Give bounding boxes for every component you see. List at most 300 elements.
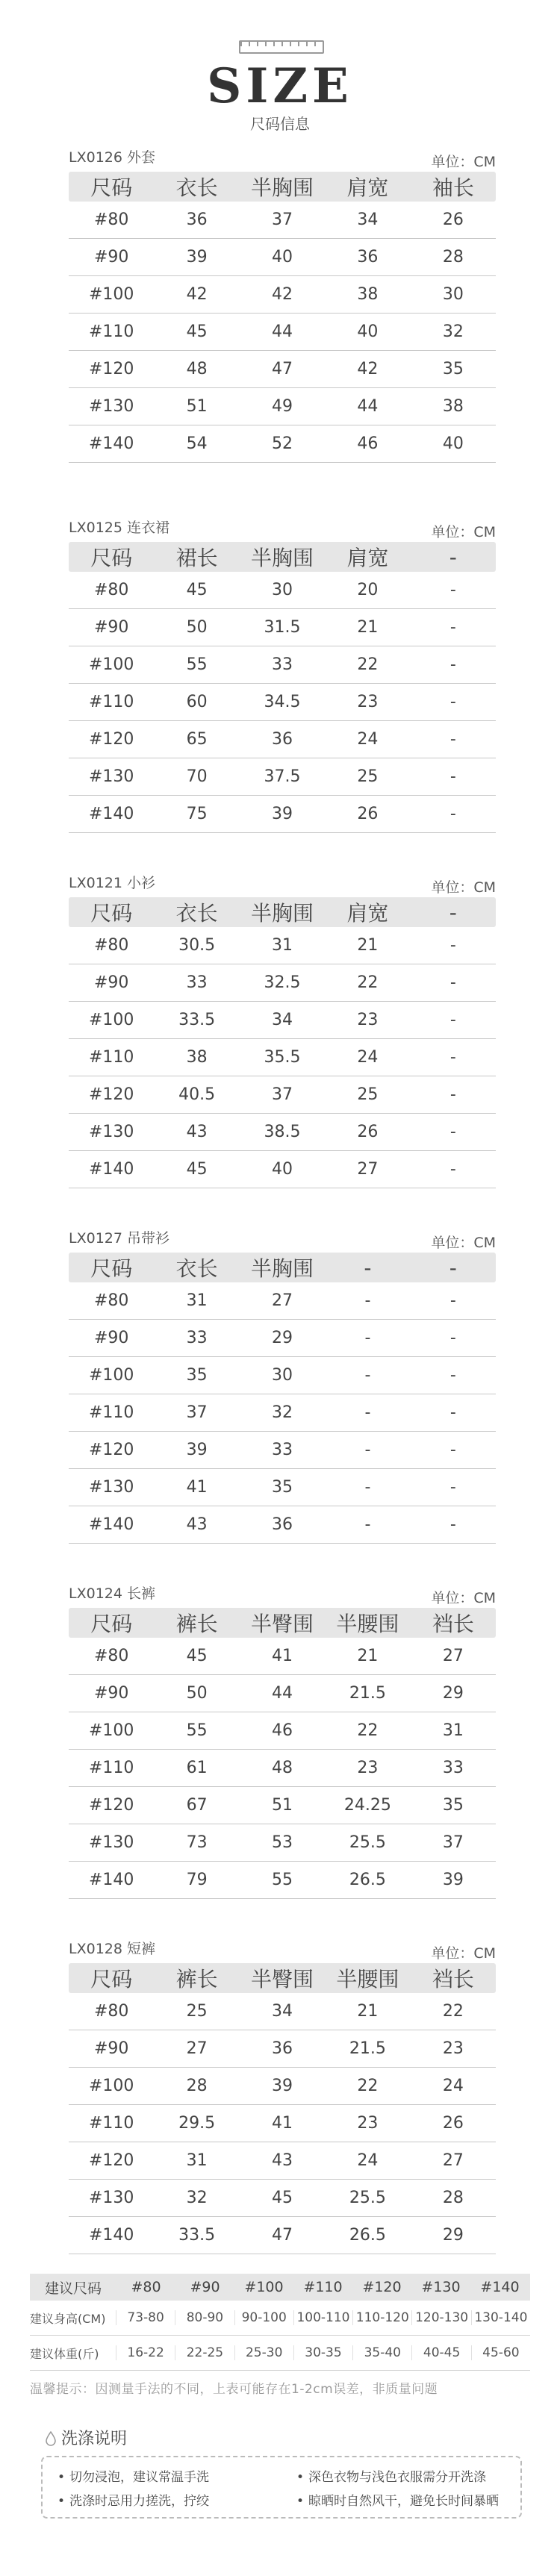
table-row bbox=[69, 425, 496, 463]
table-cell: - bbox=[449, 581, 456, 599]
table-cell: 32.5 bbox=[264, 973, 301, 992]
size-table bbox=[69, 1608, 496, 1899]
table-cell: 26 bbox=[357, 805, 379, 823]
table-cell: 36 bbox=[272, 1515, 293, 1534]
table-cell: - bbox=[449, 1329, 456, 1347]
table-cell: 26 bbox=[357, 1123, 379, 1141]
table-cell: 45 bbox=[186, 1647, 208, 1665]
table-cell: 40-45 bbox=[411, 2345, 470, 2360]
header-cell: 尺码 bbox=[90, 1967, 133, 1992]
table-row bbox=[69, 1675, 496, 1712]
header-cell: - bbox=[449, 899, 457, 925]
table-cell: 130-140 bbox=[471, 2310, 530, 2325]
table-cell: 25 bbox=[357, 767, 379, 786]
table-cell: 30 bbox=[272, 581, 293, 599]
table-cell: #120 bbox=[88, 2151, 134, 2170]
table-cell: 27 bbox=[272, 1291, 293, 1310]
header-cell: 半臀围 bbox=[251, 1612, 314, 1636]
table-cell: #130 bbox=[88, 1123, 134, 1141]
table-cell: 31.5 bbox=[264, 618, 301, 637]
table-cell: - bbox=[364, 1403, 371, 1422]
section-code: LX0128 短裤 bbox=[69, 1941, 155, 1957]
table-row bbox=[69, 1469, 496, 1506]
table-cell: 54 bbox=[186, 434, 208, 453]
table-cell: 44 bbox=[272, 322, 293, 341]
table-cell: 37 bbox=[186, 1403, 208, 1422]
table-row bbox=[69, 1151, 496, 1188]
table-cell: #120 bbox=[88, 1796, 134, 1815]
table-cell: - bbox=[364, 1329, 371, 1347]
table-cell: 41 bbox=[272, 2114, 293, 2133]
table-cell: 35 bbox=[186, 1366, 208, 1385]
header-cell: - bbox=[449, 544, 457, 570]
table-cell: 22-25 bbox=[175, 2345, 234, 2360]
table-cell: #140 bbox=[88, 1871, 134, 1889]
table-cell: 49 bbox=[272, 397, 293, 416]
unit-label: 单位：CM bbox=[431, 524, 496, 540]
table-cell: 27 bbox=[442, 2151, 464, 2170]
header-cell: #140 bbox=[480, 2279, 520, 2295]
table-cell: 35 bbox=[272, 1478, 293, 1497]
table-cell: 50 bbox=[186, 618, 208, 637]
table-cell: 22 bbox=[442, 2002, 464, 2021]
table-cell: 34 bbox=[357, 210, 379, 229]
table-cell: 22 bbox=[357, 973, 379, 992]
table-cell: 30 bbox=[272, 1366, 293, 1385]
size-section-coat bbox=[69, 146, 496, 453]
section-code: LX0124 长裤 bbox=[69, 1585, 155, 1602]
table-row bbox=[69, 2180, 496, 2217]
unit-label: 单位：CM bbox=[431, 1590, 496, 1606]
table-cell: 28 bbox=[442, 248, 464, 266]
table-cell: 34.5 bbox=[264, 693, 301, 711]
table-row bbox=[69, 927, 496, 964]
table-cell: 32 bbox=[272, 1403, 293, 1422]
table-cell: 24 bbox=[442, 2077, 464, 2095]
table-cell: 48 bbox=[186, 360, 208, 378]
table-cell: 36 bbox=[357, 248, 379, 266]
table-cell: #130 bbox=[88, 2189, 134, 2207]
section-code: LX0126 外套 bbox=[69, 149, 155, 166]
table-cell: 37 bbox=[272, 210, 293, 229]
table-row bbox=[69, 1712, 496, 1750]
header-cell: #110 bbox=[303, 2279, 343, 2295]
table-row bbox=[69, 388, 496, 425]
header-cell: 裤长 bbox=[175, 1612, 218, 1636]
table-cell: - bbox=[449, 1011, 456, 1029]
size-table bbox=[69, 897, 496, 1188]
table-cell: 35.5 bbox=[264, 1048, 301, 1067]
table-cell: #120 bbox=[88, 1441, 134, 1459]
header-cell: #90 bbox=[190, 2279, 220, 2295]
header-cell: 肩宽 bbox=[346, 901, 389, 926]
table-cell: 73-80 bbox=[116, 2310, 175, 2325]
header-cell: 衣长 bbox=[175, 1256, 218, 1281]
table-header-row bbox=[69, 1608, 496, 1638]
table-cell: 29.5 bbox=[178, 2114, 216, 2133]
wash-item: • 晾晒时自然风干，避免长时间暴晒 bbox=[296, 2490, 499, 2509]
table-cell: 45 bbox=[186, 581, 208, 599]
table-cell: 21.5 bbox=[349, 2039, 386, 2058]
table-cell: #110 bbox=[88, 1759, 134, 1777]
header-cell: #120 bbox=[362, 2279, 402, 2295]
table-header-row bbox=[69, 897, 496, 927]
header-cell: 肩宽 bbox=[346, 546, 389, 570]
table-cell: #100 bbox=[88, 655, 134, 674]
table-cell: 36 bbox=[186, 210, 208, 229]
table-row bbox=[69, 572, 496, 609]
table-cell: - bbox=[449, 1366, 456, 1385]
table-cell: - bbox=[364, 1366, 371, 1385]
table-cell: - bbox=[449, 805, 456, 823]
table-row bbox=[69, 276, 496, 314]
header-cell: 尺码 bbox=[90, 175, 133, 200]
table-cell: 75 bbox=[186, 805, 208, 823]
wash-title-text: 洗涤说明 bbox=[61, 2430, 128, 2448]
size-section-shorts bbox=[69, 1938, 496, 2245]
table-cell: 23 bbox=[442, 2039, 464, 2058]
water-drop-icon bbox=[45, 2431, 57, 2446]
header-cell: 尺码 bbox=[90, 1612, 133, 1636]
table-cell: - bbox=[449, 1291, 456, 1310]
table-row bbox=[69, 239, 496, 276]
table-cell: #80 bbox=[93, 581, 129, 599]
table-cell: #120 bbox=[88, 1085, 134, 1104]
table-cell: 52 bbox=[272, 434, 293, 453]
table-cell: 43 bbox=[186, 1515, 208, 1534]
table-cell: #130 bbox=[88, 1833, 134, 1852]
header-cell: 半腰围 bbox=[336, 1967, 399, 1992]
table-cell: 60 bbox=[186, 693, 208, 711]
table-cell: 20 bbox=[357, 581, 379, 599]
table-cell: 45-60 bbox=[471, 2345, 530, 2360]
table-cell: #130 bbox=[88, 1478, 134, 1497]
table-cell: - bbox=[449, 1123, 456, 1141]
table-cell: 42 bbox=[186, 285, 208, 304]
table-cell: #80 bbox=[93, 1291, 129, 1310]
unit-label: 单位：CM bbox=[431, 1945, 496, 1962]
table-row bbox=[69, 2105, 496, 2142]
table-cell: 24 bbox=[357, 1048, 379, 1067]
wash-instructions bbox=[41, 2456, 522, 2519]
table-cell: 73 bbox=[186, 1833, 208, 1852]
table-cell: - bbox=[449, 1160, 456, 1179]
table-row bbox=[69, 1787, 496, 1824]
table-cell: 51 bbox=[186, 397, 208, 416]
table-cell: 21 bbox=[357, 1647, 379, 1665]
table-row bbox=[69, 1114, 496, 1151]
table-cell: 51 bbox=[272, 1796, 293, 1815]
row-label: 建议体重(斤) bbox=[30, 2346, 99, 2361]
table-row bbox=[69, 1750, 496, 1787]
table-cell: 25-30 bbox=[234, 2345, 293, 2360]
header-cell: 尺码 bbox=[90, 1256, 133, 1281]
table-cell: 55 bbox=[186, 1721, 208, 1740]
section-code: LX0127 吊带衫 bbox=[69, 1230, 169, 1247]
table-row bbox=[69, 1993, 496, 2030]
table-cell: - bbox=[449, 1515, 456, 1534]
table-cell: #140 bbox=[88, 805, 134, 823]
header-cell: 尺码 bbox=[90, 901, 133, 926]
table-cell: 36 bbox=[272, 2039, 293, 2058]
table-cell: #80 bbox=[93, 1647, 129, 1665]
table-cell: 40 bbox=[272, 248, 293, 266]
table-cell: 46 bbox=[272, 1721, 293, 1740]
weight-row bbox=[30, 2336, 530, 2371]
table-row bbox=[69, 1002, 496, 1039]
table-cell: - bbox=[449, 1478, 456, 1497]
table-row bbox=[69, 796, 496, 833]
table-cell: 40 bbox=[357, 322, 379, 341]
table-cell: 33.5 bbox=[178, 2226, 216, 2245]
table-cell: 27 bbox=[186, 2039, 208, 2058]
size-table bbox=[69, 1253, 496, 1544]
table-cell: 33.5 bbox=[178, 1011, 216, 1029]
table-cell: - bbox=[449, 767, 456, 786]
table-cell: 31 bbox=[186, 1291, 208, 1310]
size-section-dress bbox=[69, 517, 496, 823]
table-cell: - bbox=[364, 1441, 371, 1459]
table-cell: 21 bbox=[357, 2002, 379, 2021]
table-cell: 120-130 bbox=[411, 2310, 470, 2325]
table-cell: 22 bbox=[357, 2077, 379, 2095]
wash-item: • 切勿浸泡，建议常温手洗 bbox=[57, 2466, 209, 2485]
table-cell: 38 bbox=[442, 397, 464, 416]
table-cell: 21 bbox=[357, 618, 379, 637]
table-cell: - bbox=[449, 973, 456, 992]
table-cell: #110 bbox=[88, 322, 134, 341]
table-cell: 29 bbox=[442, 1684, 464, 1703]
table-cell: 22 bbox=[357, 1721, 379, 1740]
table-cell: #110 bbox=[88, 1403, 134, 1422]
table-cell: #90 bbox=[93, 1329, 129, 1347]
unit-label: 单位：CM bbox=[431, 154, 496, 170]
table-cell: 31 bbox=[442, 1721, 464, 1740]
table-cell: - bbox=[364, 1515, 371, 1534]
table-row bbox=[69, 1506, 496, 1544]
header-cell: 袖长 bbox=[432, 175, 474, 200]
table-cell: - bbox=[449, 1403, 456, 1422]
header-cell: 裤长 bbox=[175, 1967, 218, 1992]
table-row bbox=[69, 1282, 496, 1320]
table-cell: #100 bbox=[88, 1366, 134, 1385]
table-cell: 26.5 bbox=[349, 2226, 386, 2245]
table-cell: - bbox=[449, 655, 456, 674]
table-cell: 110-120 bbox=[352, 2310, 411, 2325]
table-cell: #120 bbox=[88, 360, 134, 378]
size-section-shirt bbox=[69, 872, 496, 1179]
table-row bbox=[69, 1076, 496, 1114]
header-cell: 裆长 bbox=[432, 1967, 474, 1992]
table-row bbox=[69, 2030, 496, 2068]
table-cell: - bbox=[449, 730, 456, 749]
table-cell: 30.5 bbox=[178, 936, 216, 955]
table-cell: 25 bbox=[357, 1085, 379, 1104]
table-cell: #130 bbox=[88, 397, 134, 416]
table-cell: #100 bbox=[88, 1011, 134, 1029]
table-cell: - bbox=[364, 1478, 371, 1497]
table-row bbox=[69, 1357, 496, 1394]
table-cell: 27 bbox=[442, 1647, 464, 1665]
table-cell: 28 bbox=[186, 2077, 208, 2095]
table-cell: 46 bbox=[357, 434, 379, 453]
table-cell: #140 bbox=[88, 1160, 134, 1179]
table-cell: #90 bbox=[93, 618, 129, 637]
table-cell: 38 bbox=[186, 1048, 208, 1067]
table-cell: 33 bbox=[186, 1329, 208, 1347]
table-row bbox=[69, 2142, 496, 2180]
table-row bbox=[69, 758, 496, 796]
table-cell: 29 bbox=[442, 2226, 464, 2245]
table-cell: 31 bbox=[186, 2151, 208, 2170]
table-cell: 37 bbox=[442, 1833, 464, 1852]
table-cell: #80 bbox=[93, 210, 129, 229]
suggested-header-row bbox=[30, 2274, 530, 2301]
table-row bbox=[69, 1638, 496, 1675]
table-cell: 24 bbox=[357, 730, 379, 749]
table-cell: 30-35 bbox=[293, 2345, 352, 2360]
table-cell: 23 bbox=[357, 693, 379, 711]
table-cell: 25 bbox=[186, 2002, 208, 2021]
table-cell: 45 bbox=[272, 2189, 293, 2207]
table-cell: 35 bbox=[442, 1796, 464, 1815]
header-cell: 半胸围 bbox=[251, 546, 314, 570]
table-header-row bbox=[69, 1963, 496, 1993]
table-row bbox=[69, 2068, 496, 2105]
size-section-trousers bbox=[69, 1582, 496, 1889]
table-cell: 67 bbox=[186, 1796, 208, 1815]
table-cell: #100 bbox=[88, 285, 134, 304]
table-cell: #100 bbox=[88, 1721, 134, 1740]
table-row bbox=[69, 2217, 496, 2254]
table-cell: #110 bbox=[88, 2114, 134, 2133]
table-cell: 39 bbox=[186, 1441, 208, 1459]
table-cell: 40 bbox=[442, 434, 464, 453]
unit-label: 单位：CM bbox=[431, 879, 496, 896]
table-cell: #100 bbox=[88, 2077, 134, 2095]
table-cell: 21 bbox=[357, 936, 379, 955]
table-cell: - bbox=[449, 693, 456, 711]
table-cell: 34 bbox=[272, 2002, 293, 2021]
table-cell: 33 bbox=[272, 1441, 293, 1459]
table-cell: 32 bbox=[442, 322, 464, 341]
table-cell: 53 bbox=[272, 1833, 293, 1852]
table-row bbox=[69, 1824, 496, 1862]
table-cell: 31 bbox=[272, 936, 293, 955]
table-row bbox=[69, 314, 496, 351]
table-cell: 44 bbox=[357, 397, 379, 416]
table-cell: 100-110 bbox=[293, 2310, 352, 2325]
wash-item: • 洗涤时忌用力搓洗，拧绞 bbox=[57, 2490, 209, 2509]
section-code: LX0121 小衫 bbox=[69, 875, 155, 891]
header-cell: 裆长 bbox=[432, 1612, 474, 1636]
table-cell: 35-40 bbox=[352, 2345, 411, 2360]
table-row bbox=[69, 351, 496, 388]
header-cell: 肩宽 bbox=[346, 175, 389, 200]
table-row bbox=[69, 964, 496, 1002]
table-cell: 43 bbox=[186, 1123, 208, 1141]
table-cell: 38.5 bbox=[264, 1123, 301, 1141]
header-cell: 半胸围 bbox=[251, 175, 314, 200]
table-cell: 26 bbox=[442, 210, 464, 229]
header-cell: 尺码 bbox=[90, 546, 133, 570]
wash-item: • 深色衣物与浅色衣服需分开洗涤 bbox=[296, 2466, 486, 2485]
table-cell: 23 bbox=[357, 1759, 379, 1777]
table-cell: 21.5 bbox=[349, 1684, 386, 1703]
header-cell: 半腰围 bbox=[336, 1612, 399, 1636]
table-cell: 45 bbox=[186, 1160, 208, 1179]
table-cell: 29 bbox=[272, 1329, 293, 1347]
table-cell: 48 bbox=[272, 1759, 293, 1777]
header-cell: 半臀围 bbox=[251, 1967, 314, 1992]
table-cell: 25.5 bbox=[349, 2189, 386, 2207]
table-cell: 24 bbox=[357, 2151, 379, 2170]
table-cell: 70 bbox=[186, 767, 208, 786]
table-cell: 26 bbox=[442, 2114, 464, 2133]
header-cell: 衣长 bbox=[175, 901, 218, 926]
table-cell: 38 bbox=[357, 285, 379, 304]
table-header-row bbox=[69, 172, 496, 202]
table-cell: 36 bbox=[272, 730, 293, 749]
table-cell: 28 bbox=[442, 2189, 464, 2207]
table-cell: 39 bbox=[186, 248, 208, 266]
table-cell: 25.5 bbox=[349, 1833, 386, 1852]
table-cell: 41 bbox=[272, 1647, 293, 1665]
header-cell: #100 bbox=[244, 2279, 284, 2295]
table-cell: - bbox=[449, 1085, 456, 1104]
header-cell: - bbox=[364, 1255, 372, 1280]
table-row bbox=[69, 202, 496, 239]
table-cell: 42 bbox=[272, 285, 293, 304]
table-cell: 43 bbox=[272, 2151, 293, 2170]
table-cell: 61 bbox=[186, 1759, 208, 1777]
size-title: SIZE bbox=[207, 58, 353, 114]
header-cell: #80 bbox=[131, 2279, 161, 2295]
height-row bbox=[30, 2301, 530, 2336]
table-cell: 24.25 bbox=[343, 1796, 391, 1815]
ruler-icon bbox=[239, 40, 324, 54]
table-cell: 26.5 bbox=[349, 1871, 386, 1889]
table-cell: #140 bbox=[88, 434, 134, 453]
table-cell: 45 bbox=[186, 322, 208, 341]
table-row bbox=[69, 609, 496, 646]
table-cell: #130 bbox=[88, 767, 134, 786]
table-cell: - bbox=[449, 1048, 456, 1067]
table-cell: 16-22 bbox=[116, 2345, 175, 2360]
table-cell: #140 bbox=[88, 1515, 134, 1534]
table-cell: #80 bbox=[93, 936, 129, 955]
table-cell: 39 bbox=[272, 2077, 293, 2095]
table-cell: 33 bbox=[186, 973, 208, 992]
table-row bbox=[69, 721, 496, 758]
table-cell: #90 bbox=[93, 2039, 129, 2058]
table-cell: 47 bbox=[272, 360, 293, 378]
table-cell: 34 bbox=[272, 1011, 293, 1029]
size-subtitle: 尺码信息 bbox=[250, 115, 310, 133]
unit-label: 单位：CM bbox=[431, 1235, 496, 1251]
table-cell: 40 bbox=[272, 1160, 293, 1179]
wash-title bbox=[45, 2426, 127, 2449]
table-cell: 39 bbox=[442, 1871, 464, 1889]
table-cell: 23 bbox=[357, 2114, 379, 2133]
table-row bbox=[69, 1320, 496, 1357]
header-cell: 半胸围 bbox=[251, 901, 314, 926]
table-cell: 50 bbox=[186, 1684, 208, 1703]
row-label: 建议身高(CM) bbox=[30, 2311, 106, 2326]
header-cell: 建议尺码 bbox=[44, 2280, 102, 2297]
table-cell: #80 bbox=[93, 2002, 129, 2021]
header-cell: 半胸围 bbox=[251, 1256, 314, 1281]
